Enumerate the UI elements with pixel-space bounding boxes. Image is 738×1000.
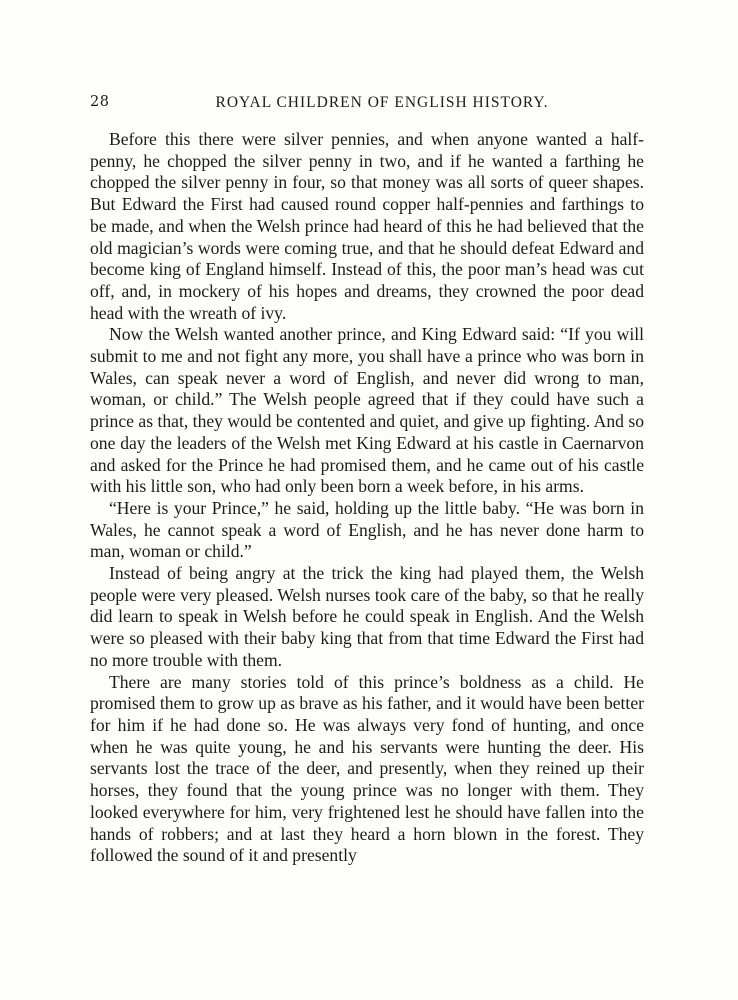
body-text — [90, 129, 644, 867]
paragraph: Instead of being angry at the trick the king had played them, the Welsh people were very pleased. Welsh nurses took care of the baby, so that he really did learn to speak in Welsh before he could speak in English. And the Welsh were so pleased with their baby king that from that time Edward the First had no more trouble with them. — [90, 563, 644, 670]
running-head — [90, 94, 644, 120]
paragraph: Now the Welsh wanted another prince, and King Edward said: “If you will submit to me and not fight any more, you shall have a prince who was born in Wales, can speak never a word of English, and never did wrong to man, woman, or child.” The Welsh people agreed that if they could have such a prince as that, they would be contented and quiet, and give up fighting. And so one day the leaders of the Welsh met King Edward at his castle in Caernarvon and asked for the Prince he had promised them, and he came out of his castle with his little son, who had only been born a week before, in his arms. — [90, 324, 644, 497]
book-page — [90, 94, 644, 867]
paragraph: Before this there were silver pennies, and when anyone wanted a half-penny, he chopped the silver penny in two, and if he wanted a farthing he chopped the silver penny in four, so that money was all sorts of queer shapes. But Edward the First had caused round copper half-pennies and farthings to be made, and when the Welsh prince had heard of this he had believed that the old magician’s words were coming true, and that he should defeat Edward and become king of England himself. Instead of this, the poor man’s head was cut off, and, in mockery of his hopes and dreams, they crowned the poor dead head with the wreath of ivy. — [90, 129, 644, 323]
page-number: 28 — [90, 94, 110, 110]
paragraph: “Here is your Prince,” he said, holding up the little baby. “He was born in Wales, he cannot speak a word of English, and he has never done harm to man, woman or child.” — [90, 497, 644, 562]
paragraph: There are many stories told of this prince’s boldness as a child. He promised them to grow up as brave as his father, and it would have been better for him if he had done so. He was always very fond of hunting, and once when he was quite young, he and his servants were hunting the deer. His servants lost the trace of the deer, and presently, when they reined up their horses, they found that the young prince was no longer with them. They looked everywhere for him, very frightened lest he should have fallen into the hands of robbers; and at last they heard a horn blown in the forest. They followed the sound of it and presently — [90, 671, 644, 866]
running-title: ROYAL CHILDREN OF ENGLISH HISTORY. — [215, 94, 549, 111]
